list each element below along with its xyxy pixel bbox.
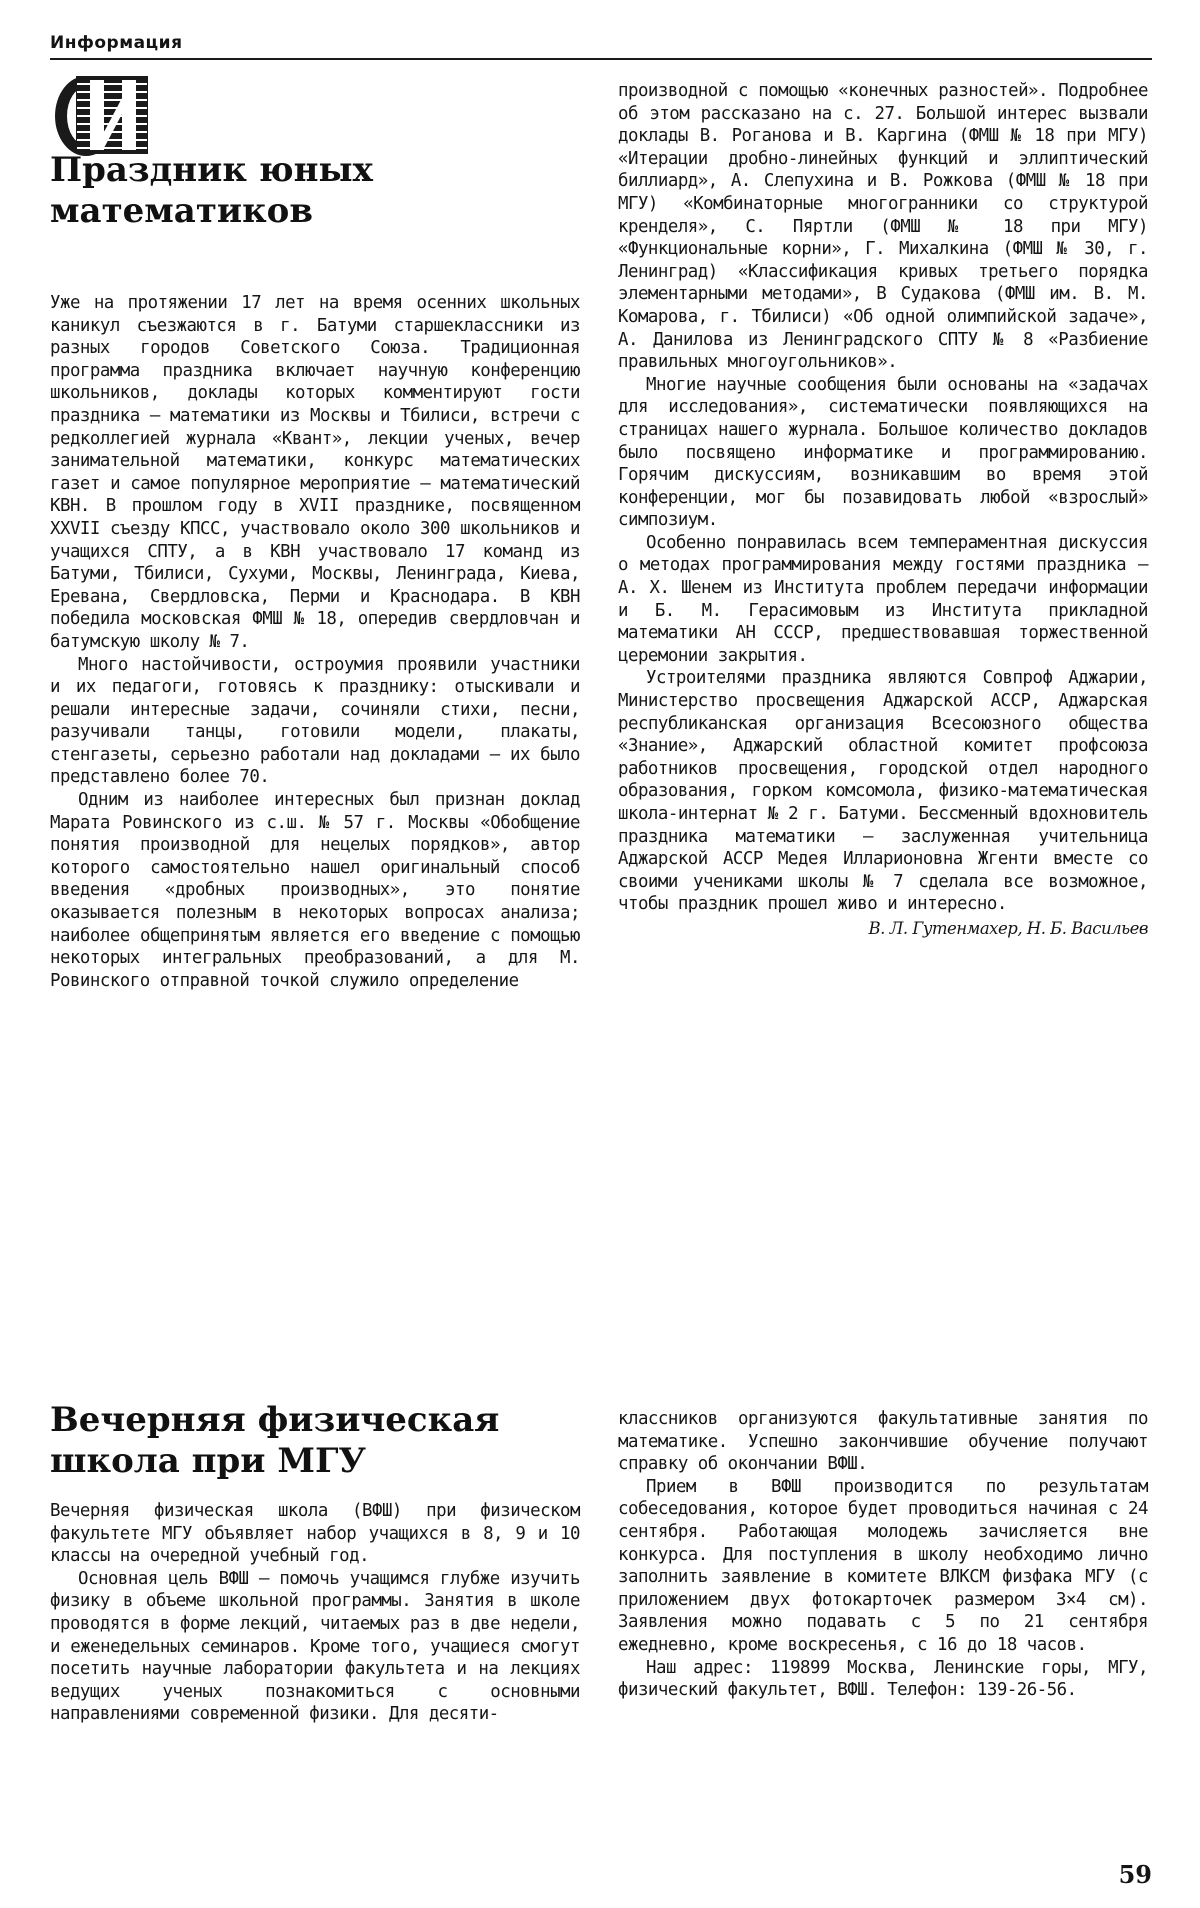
article1-left-paragraph: Много настойчивости, остроумия проявили участники и их педагоги, готовясь к празднику: отыскивали и решали интересные задачи, сочиняли стихи, песни, разучивали танцы, готовили модели, плакаты, стенгазеты, серьезно работали над докладами — их было представлено более 70. [50,654,580,788]
article2-left-paragraph: Основная цель ВФШ — помочь учащимся глубже изучить физику в объеме школьной программы. Занятия в школе проводятся в форме лекций, читаемых раз в две недели, и еженедельных семинаров. Кроме того, учащиеся смогут посетить научные лаборатории факультета и на лекциях ведущих ученых познакомиться с основными направлениями современной физики. Для десяти- [50,1568,580,1725]
info-rubric-logo-icon [50,70,150,160]
article1-right-paragraph: Особенно понравилась всем темпераментная дискуссия о методах программирования между гостями праздника — А. Х. Шенем из Института проблем передачи информации и Б. М. Герасимовым из Института прикладной математики АН СССР, предшествовавшая торжественной церемонии закрытия. [618,532,1148,666]
section-label: Информация [50,33,183,53]
article1-left-column [50,292,580,992]
article1-left-paragraph: Одним из наиболее интересных был признан доклад Марата Ровинского из с.ш. № 57 г. Москвы «Обобщение понятия производной для нецелых порядков», автор которого самостоятельно нашел оригинальный способ введения «дробных производных», это понятие оказывается полезным в некоторых вопросах анализа; наиболее общепринятым является его введение с помощью некоторых интегральных преобразований, а для М. Ровинского отправной точкой служило определение [50,790,580,991]
top-rule [50,58,1152,60]
article2-right-paragraph: Наш адрес: 119899 Москва, Ленинские горы, МГУ, физический факультет, ВФШ. Телефон: 139-26-56. [618,1657,1148,1701]
article1-right-paragraph: Многие научные сообщения были основаны на «задачах для исследования», систематически появляющихся на страницах нашего журнала. Большое количество докладов было посвящено информатике и программированию. Горячим дискуссиям, возникавшим во время этой конференции, мог бы позавидовать любой «взрослый» симпозиум. [618,374,1148,531]
article2-left-paragraph: Вечерняя физическая школа (ВФШ) при физическом факультете МГУ объявляет набор учащихся в 8, 9 и 10 классы на очередной учебный год. [50,1501,580,1567]
article1-left-paragraph: Уже на протяжении 17 лет на время осенних школьных каникул съезжаются в г. Батуми старшеклассники из разных городов Советского Союза. Традиционная программа праздника включает научную конференцию школьников, доклады которых комментируют гости праздника — математики из Москвы и Тбилиси, встречи с редколлегией журнала «Квант», лекции ученых, вечер занимательной математики, конкурс математических газет и самое популярное мероприятие — математический КВН. В прошлом году в XVII празднике, посвященном XXVII съезду КПСС, участвовало около 300 школьников и учащихся СПТУ, а в КВН участвовало 17 команд из Батуми, Тбилиси, Сухуми, Москвы, Ленинграда, Киева, Еревана, Свердловска, Перми и Краснодара. В КВН победила московская ФМШ № 18, опередив свердловчан и батумскую школу № 7. [50,293,580,652]
article1-right-column [618,80,1148,941]
article1-right-paragraph: Устроителями праздника являются Совпроф Аджарии, Министерство просвещения Аджарской АССР, Аджарская республиканская организация Всесоюзного общества «Знание», Аджарский областной комитет профсоюза работников просвещения, городской отдел народного образования, горком комсомола, физико-математическая школа-интернат № 2 г. Батуми. Бессменный вдохновитель праздника математики — заслуженная учительница Аджарской АССР Медея Илларионовна Жгенти вместе со своими учениками школы № 7 сделала все возможное, чтобы праздник прошел живо и интересно. [618,668,1148,915]
article1-right-paragraph: производной с помощью «конечных разностей». Подробнее об этом рассказано на с. 27. Большой интерес вызвали доклады В. Роганова и В. Каргина (ФМШ № 18 при МГУ) «Итерации дробно-линейных функций и эллиптический биллиард», А. Слепухина и В. Рожкова (ФМШ № 18 при МГУ) «Комбинаторные многогранники со структурой кренделя», С. Пяртли (ФМШ № 18 при МГУ) «Функциональные корни», Г. Михалкина (ФМШ № 30, г. Ленинград) «Классификация кривых третьего порядка элементарными методами», В Судакова (ФМШ им. В. М. Комарова, г. Тбилиси) «Об одной олимпийской задаче», А. Данилова из Ленинградского СПТУ № 8 «Разбиение правильных многоугольников». [618,81,1148,373]
article1-title: Праздник юных математиков [50,150,373,231]
article1-signature: В. Л. Гутенмахер, Н. Б. Васильев [868,918,1148,938]
article2-right-paragraph: классников организуются факультативные занятия по математике. Успешно закончившие обучение получают справку об окончании ВФШ. [618,1409,1148,1475]
article2-right-column [618,1408,1148,1702]
article2-right-paragraph: Прием в ВФШ производится по результатам собеседования, которое будет проводиться начиная с 24 сентября. Работающая молодежь зачисляется вне конкурса. Для поступления в школу необходимо лично заполнить заявление в комитете ВЛКСМ физфака МГУ (с приложением двух фотокарточек размером 3×4 см). Заявления можно подавать с 5 по 21 сентября ежедневно, кроме воскресенья, с 16 до 18 часов. [618,1476,1148,1655]
page-number: 59 [1118,1860,1152,1889]
article2-left-column [50,1500,580,1726]
article2-title: Вечерняя физическая школа при МГУ [50,1400,500,1481]
